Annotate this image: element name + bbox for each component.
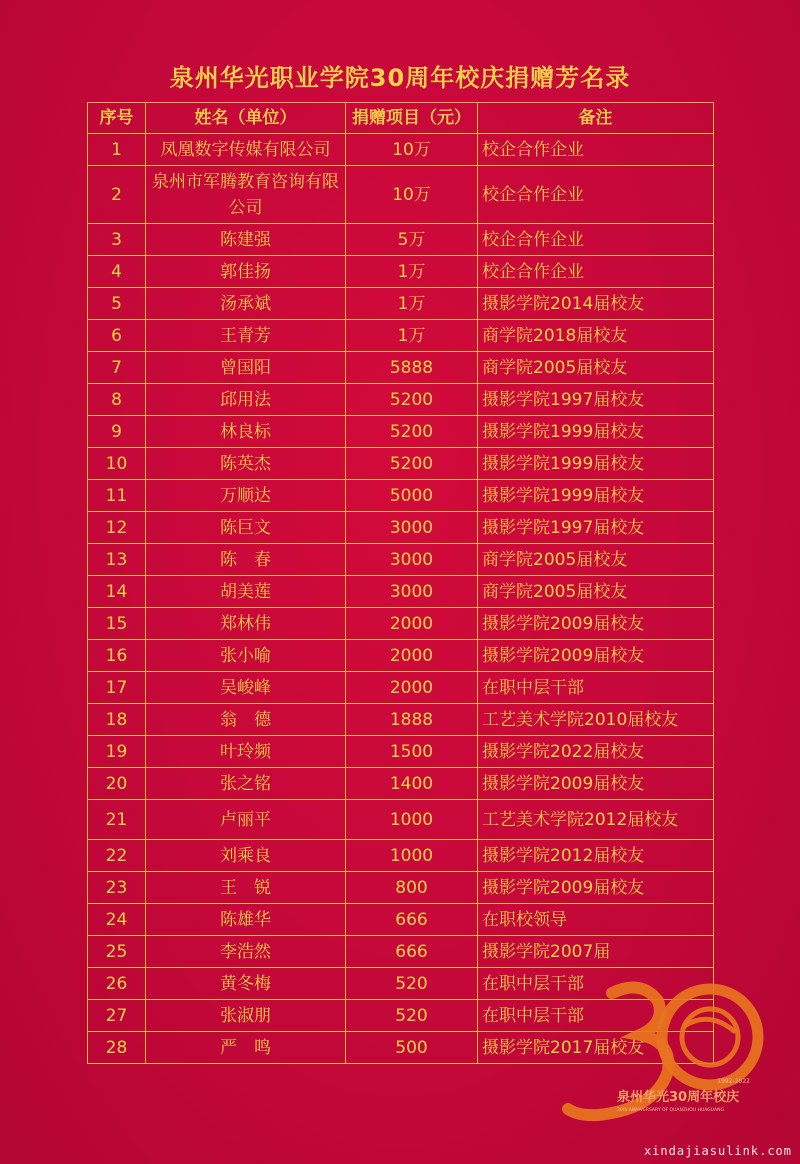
row-no: 3	[88, 224, 146, 256]
row-note: 工艺美术学院2010届校友	[478, 704, 714, 736]
row-note: 摄影学院2009届校友	[478, 640, 714, 672]
row-name: 汤承斌	[146, 288, 346, 320]
row-no: 5	[88, 288, 146, 320]
row-name: 泉州市军腾教育咨询有限公司	[146, 166, 346, 224]
table-row	[88, 704, 714, 736]
row-amount: 3000	[346, 512, 478, 544]
page-title: 泉州华光职业学院30周年校庆捐赠芳名录	[169, 64, 631, 92]
row-note: 摄影学院1997届校友	[478, 384, 714, 416]
table-row	[88, 768, 714, 800]
row-no: 8	[88, 384, 146, 416]
row-amount: 1500	[346, 736, 478, 768]
row-no: 27	[88, 1000, 146, 1032]
row-name: 凤凰数字传媒有限公司	[146, 134, 346, 166]
row-name: 万顺达	[146, 480, 346, 512]
row-note: 在职中层干部	[478, 1000, 714, 1032]
row-note: 在职中层干部	[478, 968, 714, 1000]
row-amount: 800	[346, 872, 478, 904]
row-no: 28	[88, 1032, 146, 1064]
row-no: 16	[88, 640, 146, 672]
header-note: 备注	[478, 103, 714, 134]
row-amount: 2000	[346, 640, 478, 672]
row-note: 摄影学院1999届校友	[478, 480, 714, 512]
row-note: 商学院2005届校友	[478, 544, 714, 576]
table-row	[88, 904, 714, 936]
row-amount: 1888	[346, 704, 478, 736]
site-watermark: xindajiasulink.com	[643, 1144, 792, 1158]
row-no: 12	[88, 512, 146, 544]
row-no: 25	[88, 936, 146, 968]
row-note: 商学院2005届校友	[478, 352, 714, 384]
emblem-subtitle: 30th ANNIVERSARY OF QUANZHOU HUAGUANG	[617, 1108, 724, 1113]
table-row	[88, 640, 714, 672]
row-name: 黄冬梅	[146, 968, 346, 1000]
table-row	[88, 480, 714, 512]
table-header-row	[88, 103, 714, 134]
table-row	[88, 320, 714, 352]
row-name: 陈巨文	[146, 512, 346, 544]
donor-table	[87, 102, 714, 1064]
row-no: 11	[88, 480, 146, 512]
row-note: 校企合作企业	[478, 224, 714, 256]
table-row	[88, 352, 714, 384]
row-name: 翁 德	[146, 704, 346, 736]
table-row	[88, 448, 714, 480]
row-no: 19	[88, 736, 146, 768]
row-note: 在职中层干部	[478, 672, 714, 704]
row-amount: 5200	[346, 416, 478, 448]
row-no: 1	[88, 134, 146, 166]
row-amount: 10万	[346, 166, 478, 224]
row-name: 李浩然	[146, 936, 346, 968]
row-note: 摄影学院2009届校友	[478, 608, 714, 640]
table-row	[88, 224, 714, 256]
row-amount: 1万	[346, 256, 478, 288]
table-row	[88, 166, 714, 224]
anniversary-emblem	[560, 975, 765, 1125]
table-row	[88, 840, 714, 872]
row-name: 邱用法	[146, 384, 346, 416]
row-name: 王青芳	[146, 320, 346, 352]
row-amount: 3000	[346, 576, 478, 608]
row-name: 陈雄华	[146, 904, 346, 936]
row-amount: 1400	[346, 768, 478, 800]
row-name: 陈建强	[146, 224, 346, 256]
row-no: 13	[88, 544, 146, 576]
row-amount: 1000	[346, 800, 478, 840]
row-note: 摄影学院1999届校友	[478, 448, 714, 480]
row-note: 校企合作企业	[478, 134, 714, 166]
row-note: 工艺美术学院2012届校友	[478, 800, 714, 840]
row-note: 摄影学院2009届校友	[478, 768, 714, 800]
row-no: 7	[88, 352, 146, 384]
row-amount: 520	[346, 968, 478, 1000]
table-row	[88, 872, 714, 904]
row-no: 26	[88, 968, 146, 1000]
row-name: 张淑朋	[146, 1000, 346, 1032]
row-note: 摄影学院1997届校友	[478, 512, 714, 544]
row-amount: 520	[346, 1000, 478, 1032]
row-note: 校企合作企业	[478, 166, 714, 224]
header-name: 姓名（单位）	[146, 103, 346, 134]
row-no: 22	[88, 840, 146, 872]
table-row	[88, 936, 714, 968]
row-amount: 1万	[346, 320, 478, 352]
row-amount: 1000	[346, 840, 478, 872]
row-name: 严 鸣	[146, 1032, 346, 1064]
row-name: 陈英杰	[146, 448, 346, 480]
row-name: 林良标	[146, 416, 346, 448]
row-name: 卢丽平	[146, 800, 346, 840]
row-no: 10	[88, 448, 146, 480]
row-no: 4	[88, 256, 146, 288]
row-no: 20	[88, 768, 146, 800]
row-amount: 10万	[346, 134, 478, 166]
row-note: 摄影学院1999届校友	[478, 416, 714, 448]
emblem-name: 泉州华光30周年校庆	[617, 1090, 740, 1105]
row-amount: 2000	[346, 608, 478, 640]
row-amount: 2000	[346, 672, 478, 704]
row-name: 郭佳扬	[146, 256, 346, 288]
row-amount: 1万	[346, 288, 478, 320]
table-row	[88, 576, 714, 608]
anniversary-logo-icon	[560, 975, 765, 1125]
row-name: 吴峻峰	[146, 672, 346, 704]
header-no: 序号	[88, 103, 146, 134]
row-amount: 666	[346, 936, 478, 968]
row-note: 摄影学院2022届校友	[478, 736, 714, 768]
table-row	[88, 672, 714, 704]
row-name: 王 锐	[146, 872, 346, 904]
row-no: 15	[88, 608, 146, 640]
row-amount: 5万	[346, 224, 478, 256]
row-name: 刘乘良	[146, 840, 346, 872]
row-amount: 500	[346, 1032, 478, 1064]
header-amount: 捐赠项目（元）	[346, 103, 478, 134]
row-no: 17	[88, 672, 146, 704]
row-no: 2	[88, 166, 146, 224]
row-no: 9	[88, 416, 146, 448]
table-row	[88, 800, 714, 840]
row-no: 24	[88, 904, 146, 936]
row-note: 摄影学院2007届	[478, 936, 714, 968]
row-name: 张小喻	[146, 640, 346, 672]
row-no: 21	[88, 800, 146, 840]
row-amount: 666	[346, 904, 478, 936]
row-amount: 5200	[346, 448, 478, 480]
row-amount: 5888	[346, 352, 478, 384]
row-note: 商学院2018届校友	[478, 320, 714, 352]
row-name: 郑林伟	[146, 608, 346, 640]
table-row	[88, 288, 714, 320]
row-name: 张之铭	[146, 768, 346, 800]
row-name: 曾国阳	[146, 352, 346, 384]
row-note: 在职校领导	[478, 904, 714, 936]
row-note: 摄影学院2014届校友	[478, 288, 714, 320]
row-note: 摄影学院2012届校友	[478, 840, 714, 872]
row-no: 6	[88, 320, 146, 352]
row-amount: 3000	[346, 544, 478, 576]
table-row	[88, 134, 714, 166]
table-row	[88, 256, 714, 288]
table-row	[88, 608, 714, 640]
row-note: 校企合作企业	[478, 256, 714, 288]
row-name: 陈 春	[146, 544, 346, 576]
row-name: 胡美莲	[146, 576, 346, 608]
table-row	[88, 512, 714, 544]
table-row	[88, 416, 714, 448]
row-name: 叶玲频	[146, 736, 346, 768]
table-body	[88, 134, 714, 1064]
table-row	[88, 384, 714, 416]
row-no: 14	[88, 576, 146, 608]
row-no: 23	[88, 872, 146, 904]
table-row	[88, 736, 714, 768]
emblem-years: 1992-2022	[717, 1078, 750, 1085]
row-no: 18	[88, 704, 146, 736]
table-row	[88, 544, 714, 576]
row-amount: 5000	[346, 480, 478, 512]
row-note: 摄影学院2017届校友	[478, 1032, 714, 1064]
row-note: 商学院2005届校友	[478, 576, 714, 608]
row-amount: 5200	[346, 384, 478, 416]
row-note: 摄影学院2009届校友	[478, 872, 714, 904]
